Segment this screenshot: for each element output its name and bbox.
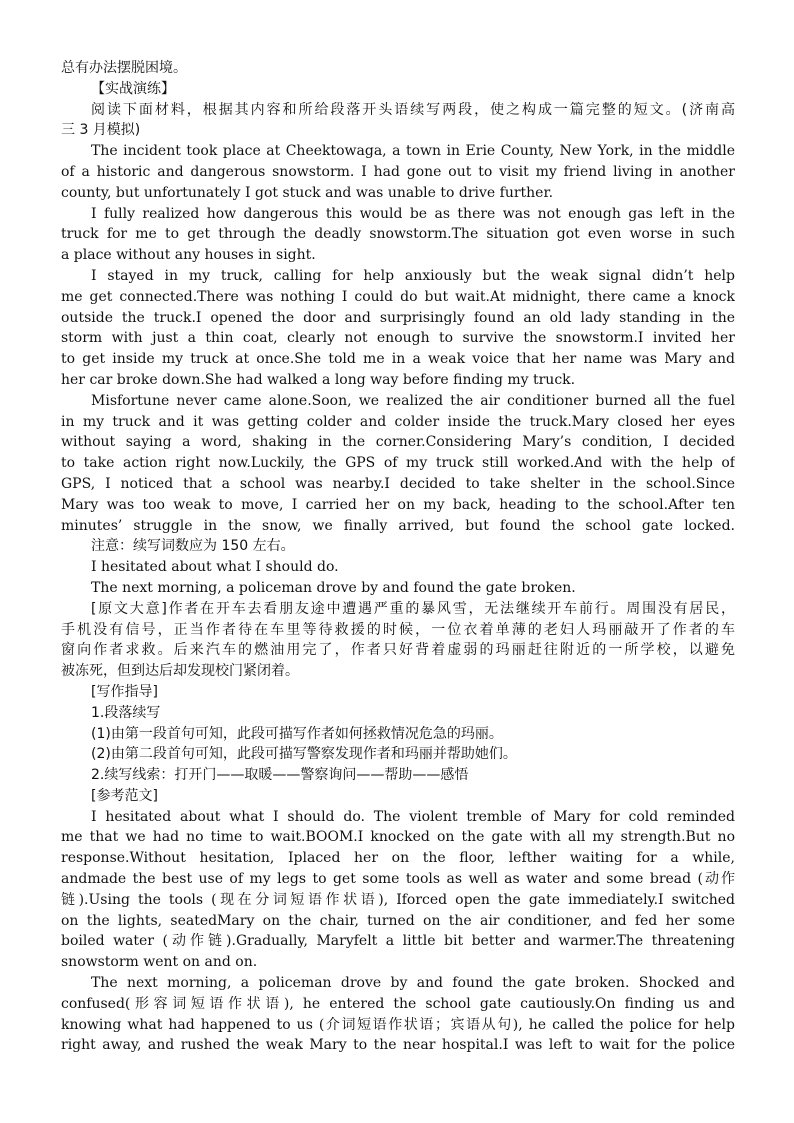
- document-page: [61, 58, 735, 1056]
- passage-line: of a historic and dangerous snowstorm. I had gone out to visit my friend living in another: [61, 163, 735, 180]
- essay-line: The next morning, a policeman drove by and found the gate broken. Shocked and: [91, 975, 735, 992]
- summary-line: 被冻死，但到达后却发现校门紧闭着。: [61, 663, 299, 680]
- passage-line: minutes’ struggle in the snow, we finally arrived, but found the school gate locked.: [61, 517, 735, 534]
- task-instruction: 阅读下面材料，根据其内容和所给段落开头语续写两段，使之构成一篇完整的短文。(济南高: [91, 101, 735, 118]
- passage-line: to get inside my truck at once.She told me in a weak voice that her name was Mary and: [61, 351, 735, 368]
- essay-line: knowing what had happened to us (介词短语作状语；宾语从句), he called the police for help: [61, 1016, 735, 1033]
- summary-line: 手机没有信号，正当作者待在车里等待救援的时候，一位衣着单薄的老妇人玛丽敲开了作者的车: [61, 621, 735, 638]
- passage-line: county, but unfortunately I got stuck and was unable to drive further.: [61, 184, 554, 201]
- passage-line: Misfortune never came alone.Soon, we realized the air conditioner burned all the fuel: [91, 392, 735, 409]
- summary-line: [原文大意]作者在开车去看朋友途中遭遇严重的暴风雪，无法继续开车前行。周围没有居民，: [91, 600, 735, 617]
- essay-line: response.Without hesitation, Iplaced her on the floor, lefther waiting for a while,: [61, 850, 735, 867]
- passage-line: outside the truck.I opened the door and surprisingly found an old lady standing in the: [61, 309, 735, 326]
- text-line: 总有办法摆脱困境。: [61, 60, 187, 76]
- essay-line: 链).Using the tools (现在分词短语作状语), Iforced open the gate immediately.I switched: [61, 891, 735, 908]
- guide-item: 1.段落续写: [91, 704, 161, 721]
- passage-line: a place without any houses in sight.: [61, 247, 316, 264]
- essay-line: right away, and rushed the weak Mary to the near hospital.I was left to wait for the police: [61, 1037, 735, 1054]
- passage-line: without saying a word, shaking in the corner.Considering Mary’s condition, I decided: [61, 434, 735, 451]
- sample-essay-heading: [参考范文]: [91, 787, 158, 804]
- continuation-prompt-2: The next morning, a policeman drove by and found the gate broken.: [91, 579, 576, 596]
- summary-line: 窗向作者求救。后来汽车的燃油用完了，作者只好背着虚弱的玛丽赶往附近的一所学校，以避免: [61, 642, 735, 659]
- passage-line: GPS, I noticed that a school was nearby.I decided to take shelter in the school.Since: [61, 475, 735, 492]
- essay-line: boiled water (动作链).Gradually, Maryfelt a little bit better and warmer.The threatening: [61, 933, 735, 950]
- passage-line: Mary was too weak to move, I carried her on my back, heading to the school.After ten: [61, 496, 735, 513]
- essay-line: I hesitated about what I should do. The violent tremble of Mary for cold reminded: [91, 808, 735, 825]
- word-count-note: 注意：续写词数应为 150 左右。: [91, 538, 295, 555]
- passage-line: truck for me to get through the deadly snowstorm.The situation got even worse in such: [61, 226, 735, 243]
- passage-line: I stayed in my truck, calling for help anxiously but the weak signal didn’t help: [91, 267, 735, 284]
- passage-line: to take action right now.Luckily, the GPS of my truck still worked.And with the help of: [61, 455, 735, 472]
- section-heading: 【实战演练】: [91, 80, 175, 97]
- essay-line: confused(形容词短语作状语), he entered the school gate cautiously.On finding us and: [61, 995, 735, 1012]
- passage-line: her car broke down.She had walked a long way before finding my truck.: [61, 371, 576, 388]
- passage-line: storm with just a thin coat, clearly not enough to survive the snowstorm.I invited her: [61, 330, 735, 347]
- guide-item: (2)由第二段首句可知，此段可描写警察发现作者和玛丽并帮助她们。: [91, 746, 517, 763]
- guide-item: (1)由第一段首句可知，此段可描写作者如何拯救情况危急的玛丽。: [91, 725, 503, 742]
- essay-line: on the lights, seatedMary on the chair, turned on the air conditioner, and fed her some: [61, 912, 735, 929]
- passage-line: me get connected.There was nothing I could do but wait.At midnight, there came a knock: [61, 288, 735, 305]
- essay-line: snowstorm went on and on.: [61, 954, 258, 971]
- writing-guide-heading: [写作指导]: [91, 683, 158, 700]
- guide-item: 2.续写线索：打开门——取暖——警察询问——帮助——感悟: [91, 767, 469, 784]
- continuation-prompt-1: I hesitated about what I should do.: [91, 559, 339, 576]
- task-instruction-cont: 三 3 月模拟): [61, 122, 141, 139]
- essay-line: andmade the best use of my legs to get some tools as well as water and some bread (动作: [61, 871, 735, 888]
- passage-line: The incident took place at Cheektowaga, a town in Erie County, New York, in the middle: [91, 143, 735, 160]
- passage-line: I fully realized how dangerous this would be as there was not enough gas left in the: [91, 205, 735, 222]
- essay-line: me that we had no time to wait.BOOM.I knocked on the gate with all my strength.But no: [61, 829, 735, 846]
- passage-line: in my truck and it was getting colder and colder inside the truck.Mary closed her eyes: [61, 413, 735, 430]
